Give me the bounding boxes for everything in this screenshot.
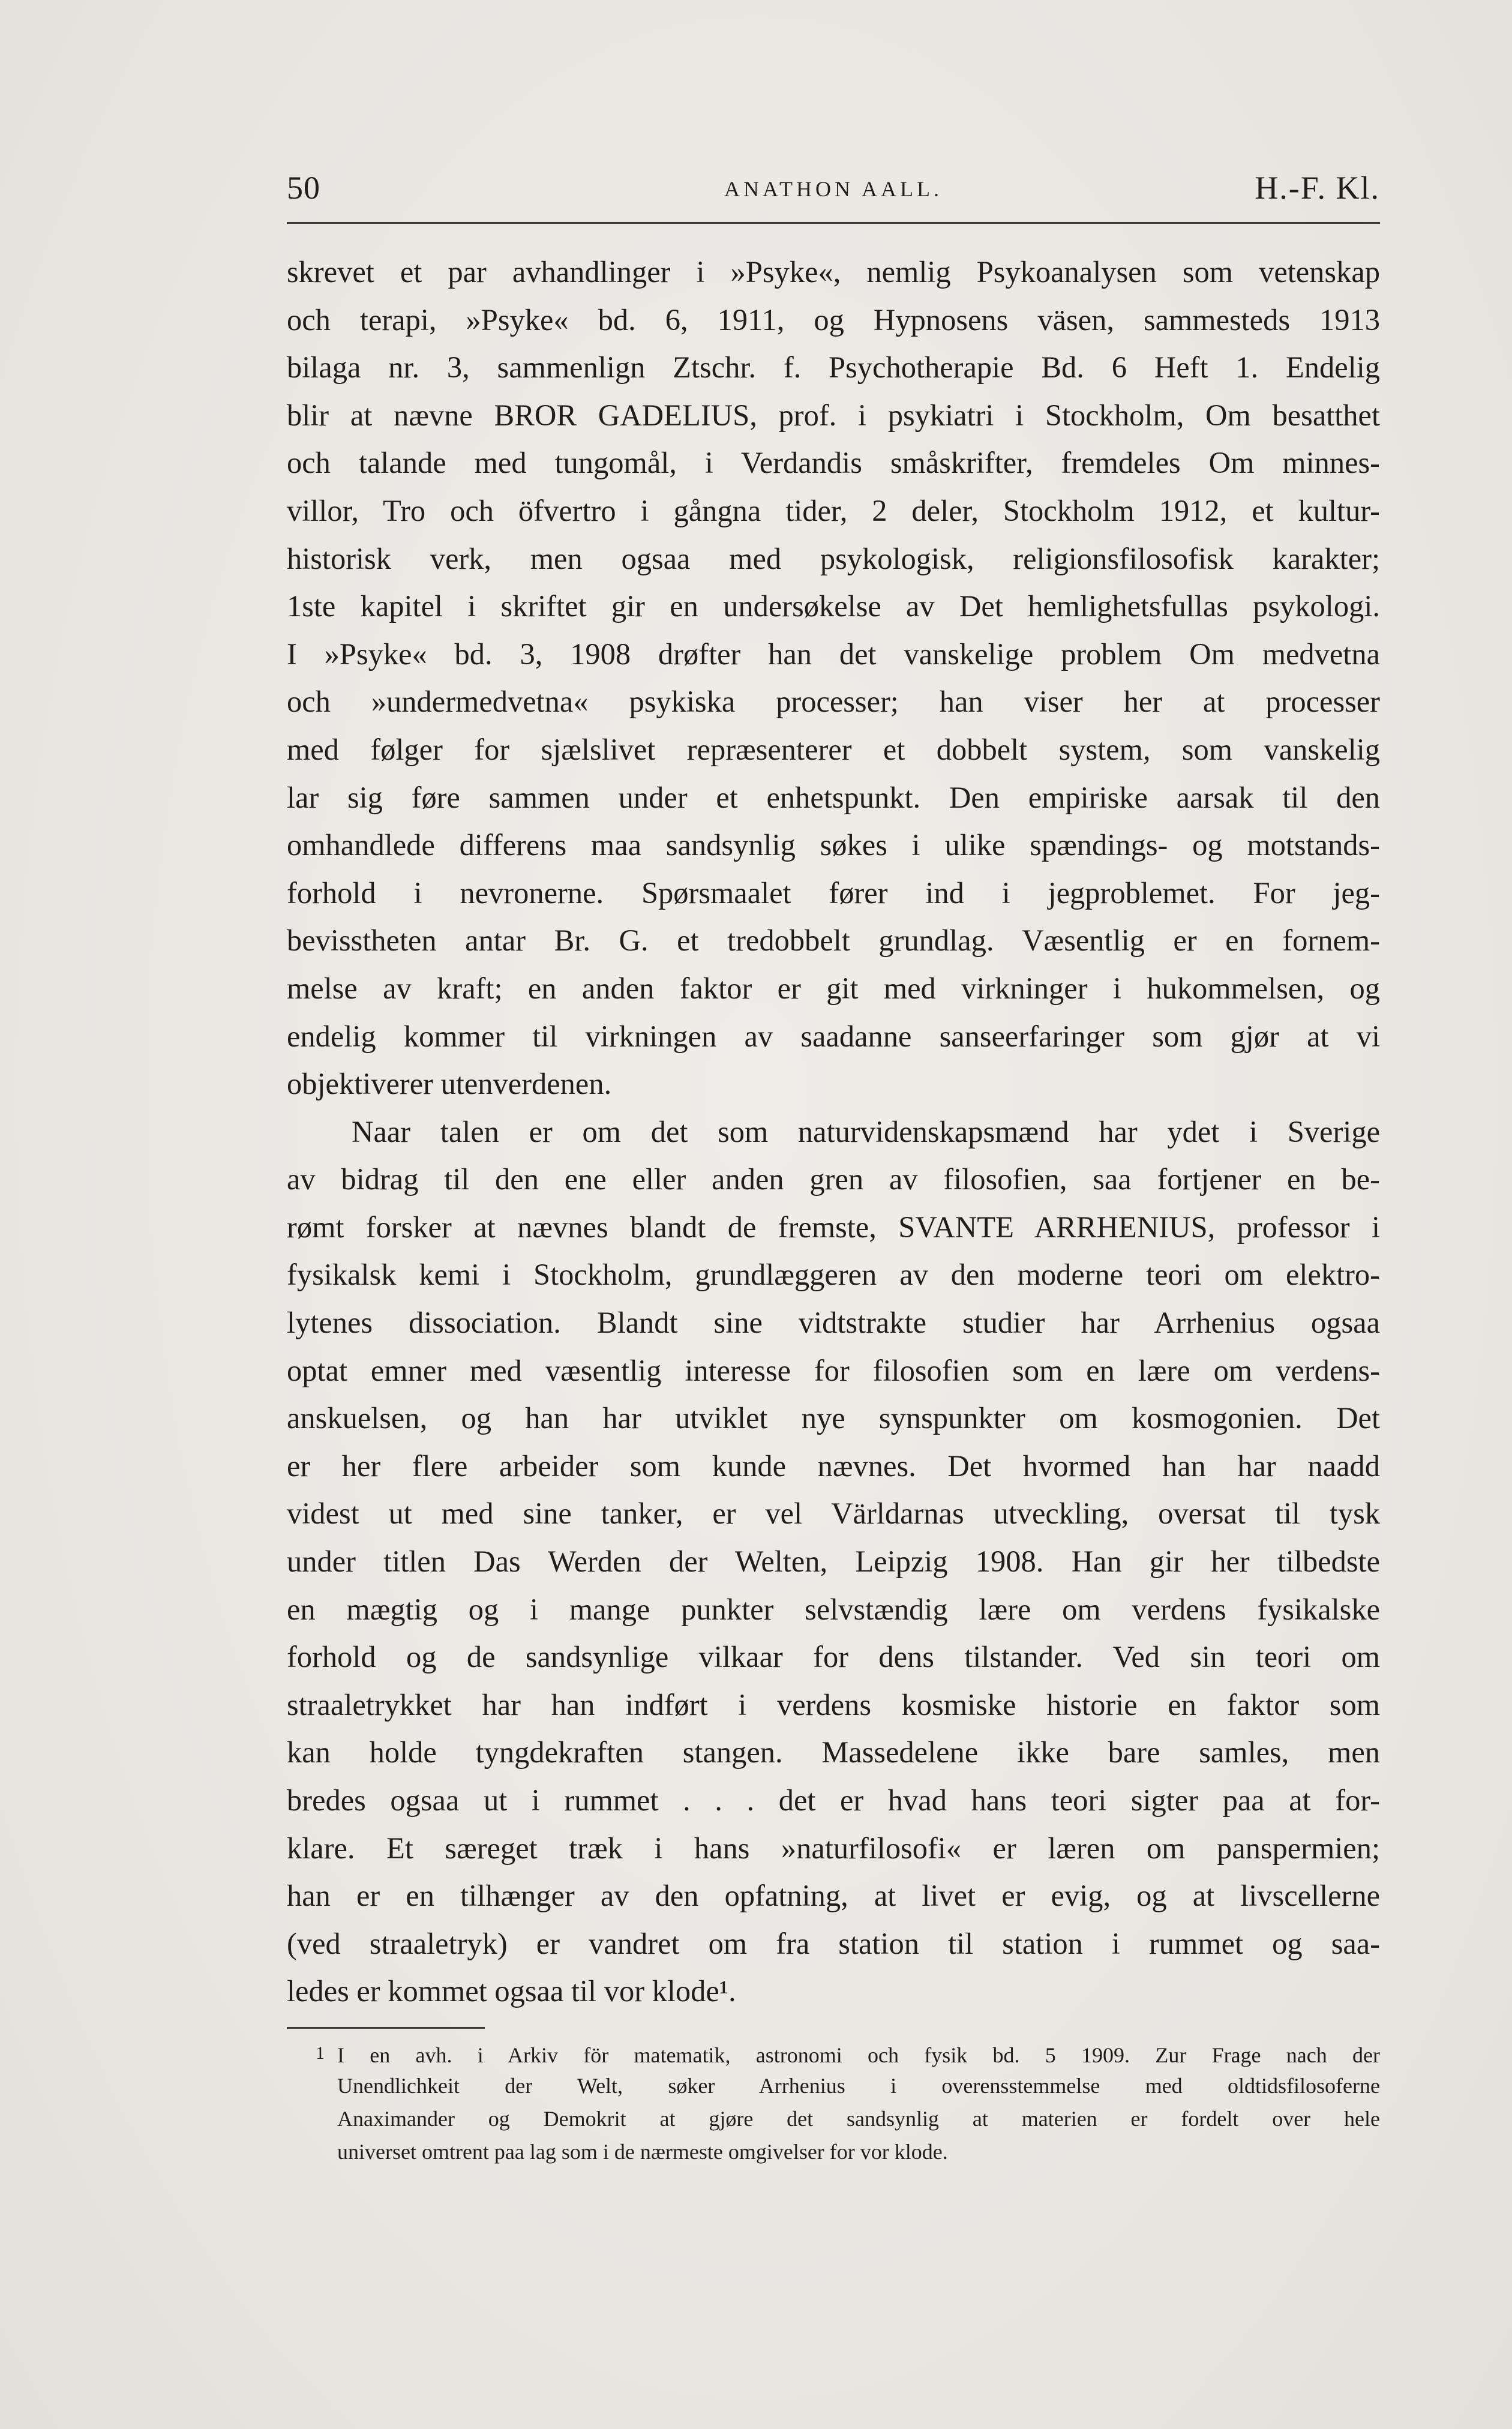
text-line: en mægtig og i mange punkter selvstændig lære om verdens fysikalske	[287, 1592, 1380, 1626]
text-line: endelig kommer til virkningen av saadanne sanseerfaringer som gjør at vi	[287, 1019, 1380, 1053]
text-line: melse av kraft; en anden faktor er git med virkninger i hukommelsen, og	[287, 971, 1380, 1005]
text-line: forhold og de sandsynlige vilkaar for dens tilstander. Ved sin teori om	[287, 1640, 1380, 1674]
text-line: av bidrag til den ene eller anden gren av filosofien, saa fortjener en be-	[287, 1162, 1380, 1196]
page-header	[287, 169, 1380, 217]
text-line: kan holde tyngdekraften stangen. Massedelene ikke bare samles, men	[287, 1735, 1380, 1770]
footnote	[287, 2037, 1380, 2169]
text-line: klare. Et særeget træk i hans »naturfilosofi« er læren om panspermien;	[287, 1831, 1380, 1865]
footnote-line: Anaximander og Demokrit at gjøre det sandsynlig at materien er fordelt over hele	[337, 2107, 1380, 2131]
text-line: ledes er kommet ogsaa til vor klode¹.	[287, 1974, 736, 2008]
text-line: lar sig føre sammen under et enhetspunkt. Den empiriske aarsak til den	[287, 780, 1380, 814]
text-line: I »Psyke« bd. 3, 1908 drøfter han det vanskelige problem Om medvetna	[287, 637, 1380, 671]
text-line: skrevet et par avhandlinger i »Psyke«, nemlig Psykoanalysen som vetenskap	[287, 255, 1380, 289]
header-rule	[287, 222, 1380, 224]
footnote-line: universet omtrent paa lag som i de nærmeste omgivelser for vor klode.	[337, 2140, 948, 2164]
text-line: forhold i nevronerne. Spørsmaalet fører ind i jegproblemet. For jeg-	[287, 875, 1380, 910]
text-line: straaletrykket har han indført i verdens kosmiske historie en faktor som	[287, 1687, 1380, 1722]
body-text	[287, 248, 1380, 2016]
text-line: villor, Tro och öfvertro i gångna tider, 2 deler, Stockholm 1912, et kultur-	[287, 493, 1380, 527]
text-line: med følger for sjælslivet repræsenterer et dobbelt system, som vanskelig	[287, 732, 1380, 766]
footnote-line: Unendlichkeit der Welt, søker Arrhenius i overensstemmelse med oldtidsfilosoferne	[337, 2074, 1380, 2098]
footnote-rule	[287, 2027, 485, 2029]
text-line: omhandlede differens maa sandsynlig søkes i ulike spændings- og motstands-	[287, 828, 1380, 862]
footnote-marker: 1	[316, 2043, 325, 2063]
text-line: under titlen Das Werden der Welten, Leipzig 1908. Han gir her tilbedste	[287, 1545, 1380, 1579]
text-line: blir at nævne BROR GADELIUS, prof. i psykiatri i Stockholm, Om besatthet	[287, 398, 1380, 432]
text-line: (ved straaletryk) er vandret om fra station til station i rummet og saa-	[287, 1926, 1380, 1960]
text-line: bevisstheten antar Br. G. et tredobbelt grundlag. Væsentlig er en fornem-	[287, 923, 1380, 958]
text-line: 1ste kapitel i skriftet gir en undersøkelse av Det hemlighetsfullas psykologi.	[287, 589, 1380, 623]
text-line: och »undermedvetna« psykiska processer; han viser her at processer	[287, 685, 1380, 719]
text-line: anskuelsen, og han har utviklet nye synspunkter om kosmogonien. Det	[287, 1401, 1380, 1435]
text-line: han er en tilhænger av den opfatning, at livet er evig, og at livscellerne	[287, 1879, 1380, 1913]
paragraph-start-line: Naar talen er om det som naturvidenskapsmænd har ydet i Sverige	[352, 1114, 1380, 1148]
section-mark: H.-F. Kl.	[1255, 170, 1380, 206]
text-line: och talande med tungomål, i Verdandis småskrifter, fremdeles Om minnes-	[287, 446, 1380, 480]
text-line: objektiverer utenverdenen.	[287, 1067, 612, 1101]
text-line: er her flere arbeider som kunde nævnes. Det hvormed han har naadd	[287, 1449, 1380, 1483]
footnote-line	[287, 2037, 1380, 2070]
text-line: historisk verk, men ogsaa med psykologisk, religionsfilosofisk karakter;	[287, 541, 1380, 575]
text-line: lytenes dissociation. Blandt sine vidtstrakte studier har Arrhenius ogsaa	[287, 1306, 1380, 1340]
running-title: ANATHON AALL.	[724, 177, 943, 201]
text-line: optat emner med væsentlig interesse for filosofien som en lære om verdens-	[287, 1353, 1380, 1387]
page-number: 50	[287, 170, 320, 206]
text-line: videst ut med sine tanker, er vel Världarnas utveckling, oversat til tysk	[287, 1497, 1380, 1531]
text-line: bilaga nr. 3, sammenlign Ztschr. f. Psychotherapie Bd. 6 Heft 1. Endelig	[287, 350, 1380, 385]
text-line: och terapi, »Psyke« bd. 6, 1911, og Hypnosens väsen, sammesteds 1913	[287, 302, 1380, 337]
text-line: rømt forsker at nævnes blandt de fremste, SVANTE ARRHENIUS, professor i	[287, 1210, 1380, 1244]
footnote-text: I en avh. i Arkiv för matematik, astronomi och fysik bd. 5 1909. Zur Frage nach der	[337, 2043, 1380, 2067]
text-line: fysikalsk kemi i Stockholm, grundlæggeren av den moderne teori om elektro-	[287, 1258, 1380, 1292]
text-line: bredes ogsaa ut i rummet . . . det er hvad hans teori sigter paa at for-	[287, 1783, 1380, 1817]
